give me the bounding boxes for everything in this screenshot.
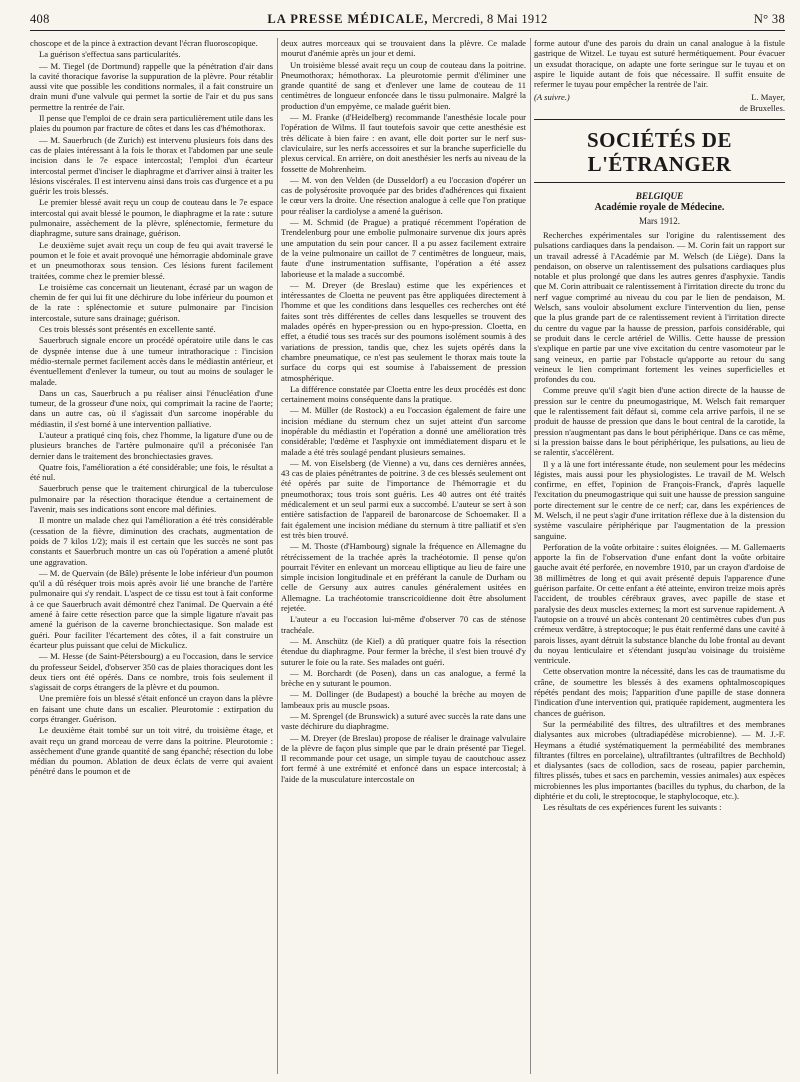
section-rule xyxy=(534,182,785,183)
paragraph: Une première fois un blessé s'était enfoncé un crayon dans la plèvre en faisant une chute dans un escalier. Pleurotomie : extirpation du corps étranger. Guérison. xyxy=(30,693,273,724)
paragraph: Sur la perméabilité des filtres, des ultrafiltres et des membranes dialysantes aux microbes (ultradiapédèse microbienne). — M. J.-F. Heymans a étudié systématiquement la perméabilité des membranes filtrantes (filtres en porcelaine), ultrafiltrantes (ultrafiltres de Bechhold) et dialysantes (sacs de collodion, sacs de roseau, papier parchemin, filtres plissés, tubes et sacs en parchemin, vessies animales) aux espèces microbiennes les plus importantes (bacilles du typhus, du charbon, de la diphtérie et du coli, le streptocoque, le staphylocoque, etc.). xyxy=(534,718,785,801)
paragraph: forme autour d'une des parois du drain un canal analogue à la fistule gastrique de Witzel. Le tuyau est suturé hermétiquement. Pour évacuer un exsudat thoracique, on adapte une forte seringue sur le tuyau et on aspire le liquide autant de fois que nécessaire. Il suffit ensuite de refermer le tuyau pour empêcher la rentrée de l'air. xyxy=(534,38,785,90)
paragraph: — M. Franke (d'Heidelberg) recommande l'anesthésie locale pour l'opération de Wilms. Il faut toutefois savoir que cette anesthésie est très délicate à bien faire : en avant, elle doit porter sur le nerf sus-claviculaire, sur les nerfs accessoires et sur la branche superficielle du plexus cervical. En arrière, on doit anesthésier les nerfs au niveau de la fossette de Mohrenheim. xyxy=(281,112,526,174)
paragraph: L'auteur a eu l'occasion lui-même d'observer 70 cas de sténose trachéale. xyxy=(281,614,526,635)
paragraph: choscope et de la pince à extraction devant l'écran fluoroscopique. xyxy=(30,38,258,48)
paragraph: — M. Thoste (d'Hambourg) signale la fréquence en Allemagne du rétrécissement de la trachée après la trachéotomie. Il pense qu'on pourrait l'éviter en enlevant un morceau elliptique au lieu de faire une simple incision longitudinale et en préférant la canule de Durham ou celle de Gersuny aux autres canules généralement usitées en Allemagne. La trachéotomie transcricoïdienne doit être absolument rejetée. xyxy=(281,541,526,614)
author-city: de Bruxelles. xyxy=(739,102,785,113)
session-date: Mars 1912. xyxy=(639,215,680,226)
paragraph: — M. Hesse (de Saint-Pétersbourg) a eu l'occasion, dans le service du professeur Seidel, d'observer 350 cas de plaies thoraciques dont les deux tiers ont été opérés. Dans ce nombre, trois fois seulement il s'agissait de corps étrangers de la plèvre et du poumon. xyxy=(30,651,273,693)
column-divider xyxy=(277,38,278,1074)
to-be-continued: (A suivre.) xyxy=(534,92,570,103)
paragraph: — M. Müller (de Rostock) a eu l'occasion également de faire une incision médiane du sternum chez un sujet atteint d'un sarcome inopérable du médiastin et l'opération a donné une amélioration très considérable; l'œdème et l'asphyxie ont immédiatement disparu et le malade a été très soulagé pendant plusieurs semaines. xyxy=(281,405,526,457)
paragraph: — M. von den Velden (de Dusseldorf) a eu l'occasion d'opérer un cas de polysérosite provoquée par des brides d'adhérences qui fixaient le cœur vers la droite. Une résection analogue à celle que l'on pratique pour réaliser la cardiolyse a amené la guérison. xyxy=(281,174,526,216)
paragraph: — M. Borchardt (de Posen), dans un cas analogue, a fermé la brèche en y suturant le poumon. xyxy=(281,667,526,689)
paragraph: Sauerbruch pense que le traitement chirurgical de la tuberculose pulmonaire par la résection thoracique étendue a certainement de l'avenir, mais ses indications sont encore mal définies. xyxy=(30,483,273,515)
paragraph: — M. Dreyer (de Breslau) propose de réaliser le drainage valvulaire de la plèvre de façon plus simple que par le drain présenté par Tiegel. Il recommande pour cet usage, un simple tuyau de caoutchouc assez fort fermé à une extrémité et enfoncé dans un espace intercostal; à l'aide de la musculature intercostale on xyxy=(281,732,526,784)
paragraph: Sauerbruch signale encore un procédé opératoire utile dans le cas de dyspnée intense due à une tumeur intrathoracique : l'incision médio-sternale permet facilement accès dans le médiastin antérieur, et éventuellement d'enlever la tumeur, ou tout au moins de soulager le malade. xyxy=(30,335,273,387)
issue-date: Mercredi, 8 Mai 1912 xyxy=(431,12,548,26)
paragraph: Recherches expérimentales sur l'origine du ralentissement des pulsations cardiaques dans la pendaison. — M. Corin fait un rapport sur un travail adressé à l'Académie par M. Welsch (de Liège). Dans la pendaison, on observe un ralentissement des pulsations cardiaques plus notable et plus prolongé que dans les autres genres d'asphyxie. Tandis que M. Corin attribuait ce ralentissement à l'irritation directe du tronc du nerf vague comprimé au niveau du cou par le lien de pendaison, M. Welsch, sans vouloir absolument exclure l'intervention du lien, pense que la plus grande part de ce ralentissement revient à l'irritation directe du centre du vague par la hausse de pression, parfois considérable, qui se produit dans le cercle artériel de Willis. Cette hausse de pression s'explique en partie par une vive excitation du centre vasomoteur par le sang veineux, en partie par l'obstacle qu'apporte au retour du sang veineux le lien comprimant fortement les veines superficielles et profondes du cou. xyxy=(534,229,785,385)
paragraph: — M. Dollinger (de Budapest) a bouché la brèche au moyen de lambeaux pris au muscle psoas. xyxy=(281,689,526,710)
author-name: L. Mayer, xyxy=(751,92,785,103)
column-3 xyxy=(534,38,785,1074)
page-number: 408 xyxy=(30,12,50,26)
column-2 xyxy=(281,38,526,1074)
paragraph: deux autres morceaux qui se trouvaient dans la plèvre. Ce malade mourut d'anémie après un jour et demi. xyxy=(281,38,526,59)
country-heading: BELGIQUE xyxy=(635,191,684,202)
page-header xyxy=(30,10,785,31)
paragraph: Le deuxième était tombé sur un toit vitré, du troisième étage, et avait reçu un grand morceau de verre dans la poitrine. Pleurotomie : assèchement d'une grande quantité de sang épanché; résection du lobe médian du poumon. Ablation de deux éclats de verre qui avaient pénétré dans le poumon et de xyxy=(30,725,273,777)
paragraph: La guérison s'effectua sans particularités. xyxy=(39,49,181,60)
paragraph: — M. Sauerbruch (de Zurich) est intervenu plusieurs fois dans des cas de plaies intéressant à la fois le thorax et l'abdomen par une seule incision dans le 7e espace intercostal; l'emploi d'un écarteur intercostal permet d'inciser le diaphragme et d'arriver ainsi à traiter les lésions viscérales. Il est intervenu ainsi dans trois cas d'urgence et a pu guérir les trois blessés. xyxy=(30,134,273,197)
paragraph: Comme preuve qu'il s'agit bien d'une action directe de la hausse de pression sur le centre du pneumogastrique, M. Welsch fait remarquer que le ralentissement fait défaut si, comme cela arrive parfois, il ne se produit de hausse de pression que dans le bout central de la carotide, la pression n'augmentant pas dans le bout périphérique. Dans ce cas même, si la pression baisse dans le bout périphérique, les pulsations, au lieu de se ralentir, s'accélèrent. xyxy=(534,385,785,458)
academy-heading: Académie royale de Médecine. xyxy=(594,202,725,214)
paragraph: Perforation de la voûte orbitaire : suites éloignées. — M. Gallemaerts apporte la fin de l'observation d'une enfant dont la voûte orbitaire gauche avait été perforée, en novembre 1910, par un crayon d'ardoise de 38 millimètres de long et qui avait présenté depuis l'apparence d'une guérison parfaite. Or cette enfant a été atteinte, environ treize mois après l'accident, de troubles cérébraux graves, avec papille de stase et paralysie des deux muscles externes; la mort est survenue rapidement. A l'autopsie on a trouvé un abcès contenant 20 centimètres cubes d'un pus crémeux verdâtre, à streptocoque; le pus était renfermé dans une cavité à parois lisses, ayant détruit la substance blanche du lobe frontal au devant du noyau lenticulaire et s'étendant jusqu'au voisinage du troisième ventricule. xyxy=(534,541,785,666)
paragraph: Quatre fois, l'amélioration a été considérable; une fois, le résultat a été nul. xyxy=(30,461,273,483)
paragraph: — M. Tiegel (de Dortmund) rappelle que la pénétration d'air dans la cavité thoracique favorise la suppuration de la plèvre. Pour rétablir aussi vite que possible les conditions normales, il a fait construire un drain muni d'une valvule qui permet la sortie de l'air et du pus sans permettre la rentrée de l'air. xyxy=(30,60,273,112)
publication-name: LA PRESSE MÉDICALE, xyxy=(267,12,429,26)
paragraph: Le troisième cas concernait un lieutenant, écrasé par un wagon de chemin de fer qui lui fit une déchirure du lobe inférieur du poumon et de la rate : splénectomie et suture pulmonaire par l'incision intercostale, suture sans drainage; guérison. xyxy=(30,281,273,323)
paragraph: — M. de Quervain (de Bâle) présente le lobe inférieur d'un poumon qu'il a dû réséquer trois mois après avoir lié une branche de l'artère pulmonaire qui s'y rendait. L'aspect de ce tissu est tout à fait conforme à ce que Sauerbruch avait démontré chez l'animal. De Quervain a été amené à faire cette résection parce que la simple ligature n'avait pas amené la guérison de la caverne bronchiectasique. Son malade est guéri. Pour faciliter l'écartement des côtes, il a fait construire un écarteur plus puissant que celui de Mickulicz. xyxy=(30,567,273,650)
paragraph: Ces trois blessés sont présentés en excellente santé. xyxy=(39,324,216,335)
paragraph: Le premier blessé avait reçu un coup de couteau dans le 7e espace intercostal qui avait blessé le poumon, le diaphragme et la rate : suture pulmonaire, assèchement de la plèvre, splénectomie, fermeture du diaphragme, suture sans drainage, guérison. xyxy=(30,197,273,239)
paragraph: — M. von Eiselsberg (de Vienne) a vu, dans ces dernières années, 43 cas de plaies pénétrantes de poitrine. 3 de ces blessés seulement ont été opérés par suite de l'importance de l'hémorragie et du pneumothorax; tous trois sont guéris. Les 40 autres ont été traités médicalement et un seul parmi eux a succombé. L'auteur se sert à son entière satisfaction de l'appareil de baronarcose de Schoemaker. Il a fait également une incision médiane du sternum à titre palliatif et s'en est très bien trouvé. xyxy=(281,457,526,540)
paragraph: Les résultats de ces expériences furent les suivants : xyxy=(543,802,722,813)
paragraph: La différence constatée par Cloetta entre les deux procédés est donc certainement moins conséquente dans la pratique. xyxy=(281,383,526,405)
paragraph: Il pense que l'emploi de ce drain sera particulièrement utile dans les plaies du poumon par fracture de côtes et dans les cas d'hémothorax. xyxy=(30,113,273,134)
paragraph: L'auteur a pratiqué cinq fois, chez l'homme, la ligature d'une ou de plusieurs branches de l'artère pulmonaire qu'il a préconisée l'an dernier dans le traitement des bronchiectasies graves. xyxy=(30,429,273,461)
paragraph: — M. Anschütz (de Kiel) a dû pratiquer quatre fois la résection étendue du diaphragme. Pour fermer la brèche, il s'est bien trouvé d'y suturer le foie ou la rate. Ses malades ont guéri. xyxy=(281,635,526,667)
paragraph: Il montre un malade chez qui l'amélioration a été très considérable (cessation de la fièvre, diminution des crachats, augmentation de poids de 7 kilos 1/2); mais il est certain que les succès ne sont pas constants et Sauerbruch montre un cas où l'opération a amené plutôt une aggravation. xyxy=(30,515,273,567)
column-divider xyxy=(530,38,531,1074)
author-signature xyxy=(740,92,785,113)
paragraph: — M. Dreyer (de Breslau) estime que les expériences et intéressantes de Cloetta ne peuvent pas être appliquées directement à l'homme et que les conditions dans lesquelles ces recherches ont été faites sont très différentes de celles dans lesquelles se trouvent des malades opérés en hyper-pression ou en hypo-pression. Cloetta, en effet, a étudié tous ses tracés sur des poumons isolément soumis à des variations de pression, tandis que, chez les sujets opérés dans la chambre pneumatique, ce n'est pas seulement le thorax mais toute la surface du corps qui est soumise à l'abaissement de pression atmosphérique. xyxy=(281,279,526,383)
section-title: SOCIÉTÉS DE L'ÉTRANGER xyxy=(587,128,732,177)
paragraph: Dans un cas, Sauerbruch a pu réaliser ainsi l'énucléation d'une tumeur, de la grosseur d'une noix, qui comprimait la racine de l'aorte; dans un autre cas, où il s'agissait d'un sarcome inopérable du médiastin, il s'est borné à une intervention palliative. xyxy=(30,387,273,429)
paragraph: Le deuxième sujet avait reçu un coup de feu qui avait traversé le poumon et le foie et avait provoqué une hémorragie abdominale grave et un pneumothorax sous tension. Ces lésions furent facilement traitées, comme chez le premier blessé. xyxy=(30,239,273,281)
section-rule xyxy=(534,119,785,120)
paragraph: Un troisième blessé avait reçu un coup de couteau dans la poitrine. Pneumothorax; hémothorax. La pleurotomie permit d'éliminer une grande quantité de sang et d'enlever une lame de couteau de 11 centimètres de longueur enfoncée dans le tissu pulmonaire. Malgré la production d'un empyème, ce malade guérit bien. xyxy=(281,59,526,111)
column-1 xyxy=(30,38,273,1074)
masthead xyxy=(30,12,785,27)
paragraph: — M. Sprengel (de Brunswick) a suturé avec succès la rate dans une vaste déchirure du diaphragme. xyxy=(281,711,526,732)
issue-number: N° 38 xyxy=(753,12,785,26)
paragraph: — M. Schmid (de Prague) a pratiqué récemment l'opération de Trendelenburg pour une embolie pulmonaire survenue dix jours après une amputation du sein pour cancer. Il a pu assez facilement extraire de la veine pulmonaire un caillot de 7 centimètres de longueur, mais, faute d'une instrumentation suffisante, l'opération a été assez laborieuse et la malade a succombé. xyxy=(281,217,526,279)
article-signature xyxy=(534,92,785,113)
paragraph: Cette observation montre la nécessité, dans les cas de traumatisme du crâne, de soumettre les blessés à des examens ophtalmoscopiques répétés pendant des mois; l'apparition d'une papille de stase donnera l'indication d'une intervention qui, pratiquée rapidement, augmentera les chances de guérison. xyxy=(534,666,785,718)
paragraph: Il y a là une fort intéressante étude, non seulement pour les médecins légistes, mais aussi pour les physiologistes. Le travail de M. Welsch confirme, en effet, l'opinion de François-Franck, d'après laquelle l'excitation du pneumogastrique qui suit une hausse de pression sanguine porte directement sur le centre de ce nerf; car, dans les expériences de M. Welsch, il ne peut s'agir d'une irritation réflexe due à la distension du système vasculaire périphérique par l'augmentation de la pression sanguine. xyxy=(534,458,785,541)
